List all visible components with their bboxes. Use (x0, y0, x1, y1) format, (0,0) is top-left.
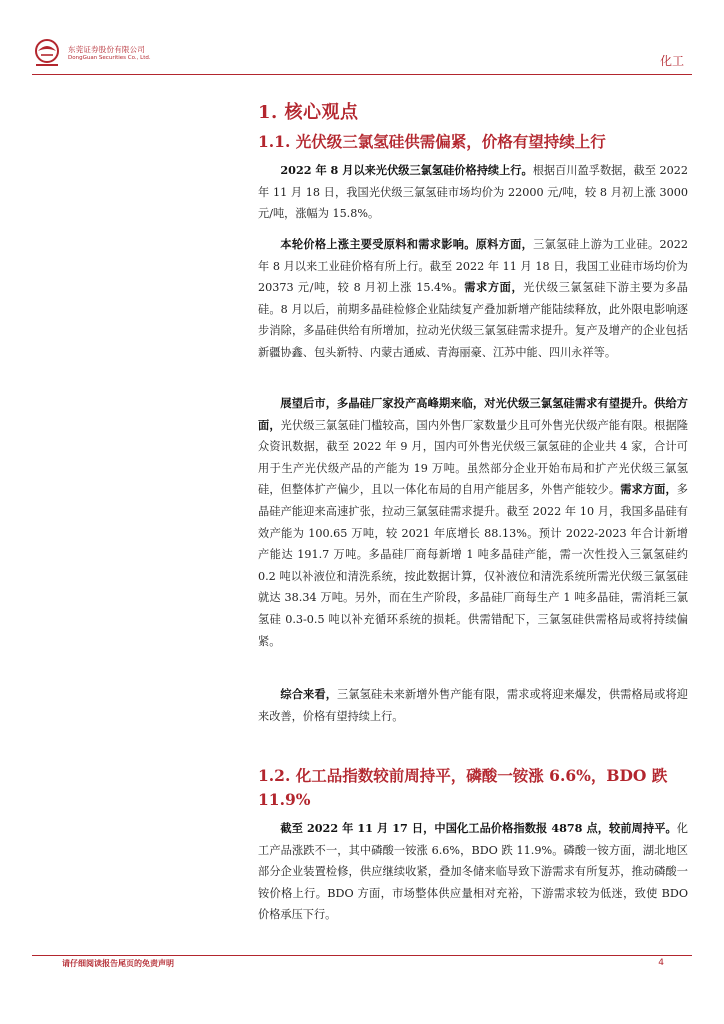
paragraph-2-raw-material-label: 原料方面， (475, 237, 534, 251)
paragraph-1-lead: 2022 年 8 月以来光伏级三氯氢硅价格持续上行。 (280, 163, 533, 177)
section-title: 1. 核心观点 (258, 102, 359, 123)
paragraph-2-lead: 本轮价格上涨主要受原料和需求影响。 (280, 237, 476, 251)
company-name-en: DongGuan Securities Co., Ltd. (68, 55, 151, 61)
paragraph-3-demand-label: 需求方面， (620, 482, 677, 497)
disclaimer-note: 请仔细阅读报告尾页的免责声明 (62, 959, 174, 968)
paragraph-3-body-2: 多晶硅产能迎来高速扩张，拉动三氯氢硅需求提升。截至 2022 年 10 月，我国多晶硅有效产能为 100.65 万吨，较 2021 年底增长 88.13%。预计 2022-2023 年合计新增产能达 191.7 万吨。多晶硅厂商每新增 1 吨多晶硅产能，需一次性投入三氯氢硅约 0.2 吨以补液位和清洗系统，按此数据计算，仅补液位和清洗系统所需光伏级三氯氢硅就达 38.34 万吨。另外，而在生产阶段，多晶硅厂商每生产 1 吨多晶硅，需消耗三氯氢硅 0.3-0.5 吨以补充循环系统的损耗。供需错配下，三氯氢硅供需格局或将持续偏紧。 (258, 483, 688, 648)
paragraph-2 (258, 234, 688, 364)
paragraph-3-supply-label: 供给方面， (258, 396, 688, 432)
paragraph-3-lead: 展望后市，多晶硅厂家投产高峰期来临，对光伏级三氯氢硅需求有望提升。 (280, 396, 655, 410)
paragraph-4 (258, 684, 688, 727)
industry-label: 化工 (659, 54, 684, 68)
paragraph-4-lead: 综合来看， (280, 687, 338, 701)
header-divider (32, 74, 692, 75)
paragraph-5-lead: 截至 2022 年 11 月 17 日，中国化工品价格指数报 4878 点，较前周持平。 (280, 821, 677, 835)
company-logo-icon (32, 38, 62, 68)
page-number: 4 (658, 958, 664, 968)
subsection-title-1-2: 1.2. 化工品指数较前周持平，磷酸一铵涨 6.6%，BDO 跌 11.9% (258, 766, 668, 809)
company-name-cn: 东莞证券股份有限公司 (68, 45, 145, 54)
paragraph-3-body-1: 光伏级三氯氢硅门槛较高，国内外售厂家数量少且可外售光伏级产能有限。根据隆众资讯数据，截至 2022 年 9 月，国内可外售光伏级三氯氢硅的企业共 4 家，合计可用于生产光伏级产品的产能为 19 万吨。虽然部分企业开始布局和扩产光伏级三氯氢硅，但整体扩产偏少，且以一体化布局的自用产能居多，外售产能较少。 (258, 418, 688, 497)
paragraph-4-body: 三氯氢硅未来新增外售产能有限，需求或将迎来爆发，供需格局或将迎来改善，价格有望持续上行。 (258, 688, 688, 723)
paragraph-2-body-1: 三氯氢硅上游为工业硅。2022 年 8 月以来工业硅价格有所上行。截至 2022 年 11 月 18 日，我国工业硅市场均价为 20373 元/吨，较 8 月初上涨 15.4%。 (258, 238, 688, 295)
subsection-title-1-1: 1.1. 光伏级三氯氢硅供需偏紧，价格有望持续上行 (258, 132, 606, 151)
footer-divider (32, 955, 692, 956)
paragraph-5 (258, 818, 688, 926)
paragraph-3 (258, 393, 688, 652)
page-header (32, 38, 692, 72)
paragraph-5-body: 化工产品涨跌不一，其中磷酸一铵涨 6.6%，BDO 跌 11.9%。磷酸一铵方面，湖北地区部分企业装置检修，供应继续收紧，叠加冬储来临导致下游需求有所复苏，推动磷酸一铵价格上行。BDO 方面，市场整体供应量相对充裕，下游需求较为低迷，致使 BDO 价格承压下行。 (258, 822, 688, 922)
paragraph-2-body-2: 光伏级三氯氢硅下游主要为多晶硅。8 月以后，前期多晶硅检修企业陆续复产叠加新增产能陆续释放，此外限电影响逐步消除，多晶硅供给有所增加，拉动光伏级三氯氢硅需求提升。复产及增产的企业包括新疆协鑫、包头新特、内蒙古通威、青海丽豪、江苏中能、四川永祥等。 (258, 281, 688, 359)
paragraph-2-demand-label: 需求方面， (464, 280, 524, 295)
paragraph-1 (258, 160, 688, 225)
paragraph-1-body: 根据百川盈孚数据，截至 2022 年 11 月 18 日，我国光伏级三氯氢硅市场均价为 22000 元/吨，较 8 月初上涨 3000 元/吨，涨幅为 15.8%。 (258, 164, 689, 221)
